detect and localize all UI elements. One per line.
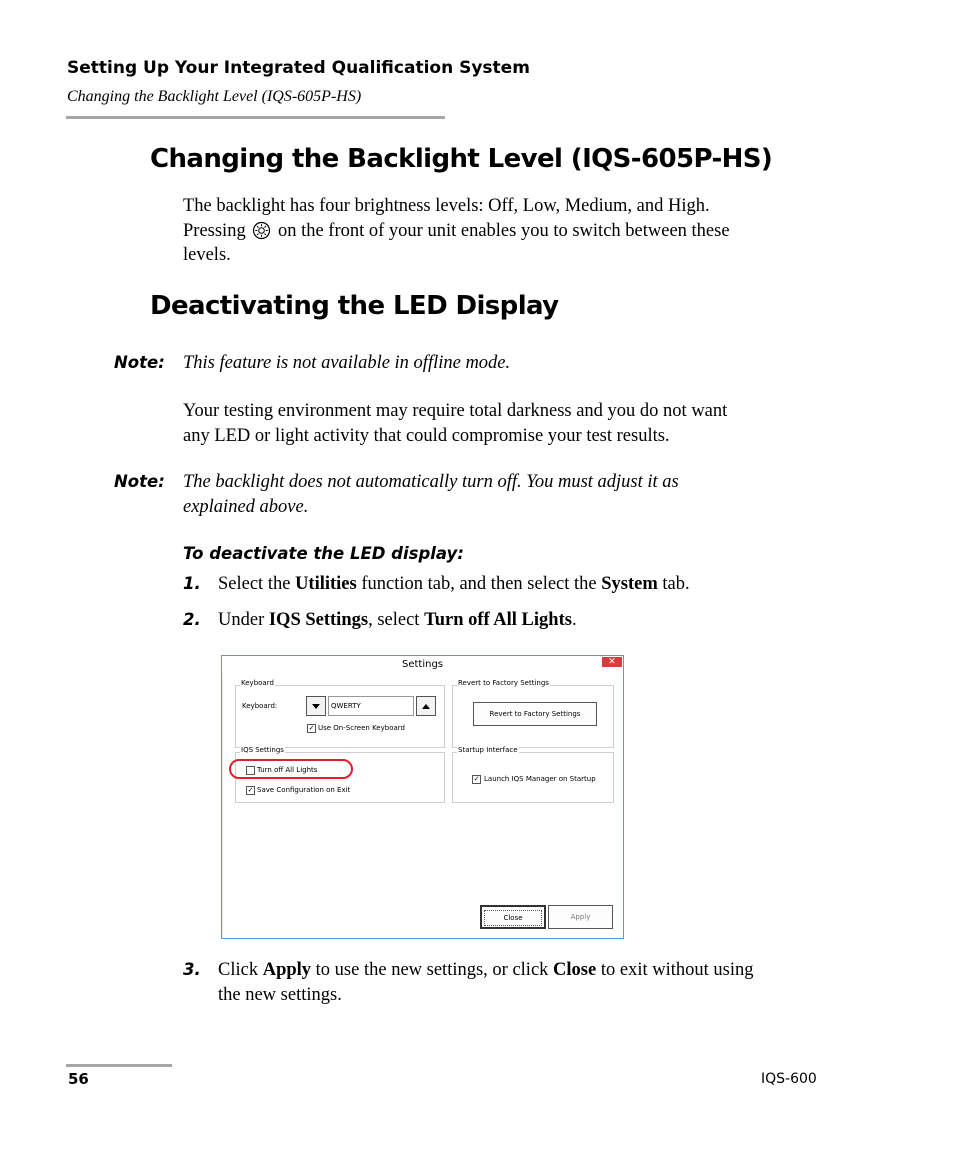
save-config-checkbox[interactable]: ✓: [247, 786, 254, 794]
keyboard-value-field[interactable]: [328, 696, 414, 716]
close-term: Close: [553, 960, 597, 980]
close-button[interactable]: [480, 905, 546, 929]
step-1-part: tab.: [657, 574, 690, 594]
step-2-part: Under: [218, 610, 269, 630]
startup-group-label: Startup Interface: [458, 746, 518, 754]
keyboard-prev-button[interactable]: [306, 696, 326, 716]
backlight-line-1: The backlight has four brightness levels: Off, Low, Medium, and High.: [183, 196, 710, 216]
note2-line-1: The backlight does not automatically turn off. You must adjust it as: [183, 472, 679, 492]
revert-factory-button[interactable]: Revert to Factory Settings: [473, 702, 597, 726]
note-label-1: Note:: [114, 353, 165, 372]
system-term: System: [601, 574, 658, 594]
save-config-label: Save Configuration on Exit: [257, 786, 351, 794]
note-label-2: Note:: [114, 472, 165, 491]
turn-off-lights-term: Turn off All Lights: [424, 610, 572, 630]
dialog-title: Settings: [222, 656, 623, 673]
led-paragraph: [183, 399, 833, 448]
onscreen-keyboard-label: Use On-Screen Keyboard: [318, 724, 405, 732]
keyboard-next-button[interactable]: [416, 696, 436, 716]
note2-line-2: explained above.: [183, 496, 309, 517]
iqs-settings-group-label: IQS Settings: [241, 746, 284, 754]
pressing-rest-text: on the front of your unit enables you to switch between these: [277, 220, 730, 241]
keyboard-label: Keyboard:: [242, 702, 278, 710]
pressing-text: Pressing: [183, 220, 246, 241]
keyboard-value: QWERTY: [331, 702, 361, 710]
running-header-subtitle: Changing the Backlight Level (IQS-605P-HS): [67, 88, 362, 105]
keyboard-group-label: Keyboard: [241, 679, 274, 687]
backlight-paragraph: [183, 194, 823, 268]
step-3-part: to exit without using: [596, 960, 754, 980]
footer-rule: [66, 1064, 172, 1067]
step-3-line-1: [218, 958, 838, 983]
step-1-part: function tab, and then select the: [356, 574, 602, 594]
step-1-part: Select the: [218, 574, 296, 594]
onscreen-keyboard-checkbox[interactable]: ✓: [308, 724, 315, 732]
close-button-label: Close: [484, 910, 541, 926]
backlight-line-3: levels.: [183, 245, 231, 265]
led-line-2: any LED or light activity that could compromise your test results.: [183, 425, 670, 446]
step-3-number: 3.: [183, 960, 201, 979]
step-2-part: , select: [368, 610, 425, 630]
product-name: IQS-600: [761, 1071, 817, 1087]
dialog-body: [223, 673, 623, 938]
header-rule: [66, 116, 445, 119]
step-2-part: .: [571, 610, 577, 630]
step-3-line-2: the new settings.: [218, 984, 342, 1005]
turn-off-lights-label: Turn off All Lights: [257, 766, 318, 774]
page-number: 56: [68, 1070, 89, 1088]
step-2-text: [218, 608, 577, 633]
step-1-number: 1.: [183, 574, 201, 593]
step-2-number: 2.: [183, 610, 201, 629]
keyboard-group: [235, 679, 445, 748]
up-arrow-icon: [417, 697, 435, 715]
dialog-close-icon[interactable]: ✕: [602, 657, 622, 667]
launch-manager-label: Launch IQS Manager on Startup: [484, 775, 596, 783]
led-line-1: Your testing environment may require total darkness and you do not want: [183, 401, 728, 421]
backlight-button-icon: [252, 221, 271, 240]
utilities-term: Utilities: [295, 574, 357, 594]
procedure-title: To deactivate the LED display:: [183, 544, 464, 563]
note-text-1: This feature is not available in offline mode.: [183, 353, 511, 373]
down-arrow-icon: [307, 697, 325, 715]
section-heading-led: Deactivating the LED Display: [150, 291, 559, 321]
apply-term: Apply: [262, 960, 312, 980]
startup-group: [452, 746, 614, 803]
revert-group: [452, 679, 614, 748]
apply-button[interactable]: Apply: [548, 905, 613, 929]
highlight-ellipse: [229, 759, 353, 779]
running-header-title: Setting Up Your Integrated Qualification System: [67, 58, 530, 78]
launch-manager-checkbox[interactable]: ✓: [473, 775, 480, 783]
section-heading-backlight: Changing the Backlight Level (IQS-605P-HS): [150, 144, 773, 174]
settings-dialog: [221, 655, 624, 939]
step-1-text: [218, 572, 690, 597]
iqs-settings-term: IQS Settings: [268, 610, 369, 630]
revert-group-label: Revert to Factory Settings: [458, 679, 549, 687]
step-3-part: to use the new settings, or click: [311, 960, 554, 980]
step-3-part: Click: [218, 960, 263, 980]
note-text-2: [183, 470, 833, 519]
step-3-text: [218, 958, 838, 1007]
backlight-line-2: [183, 219, 823, 244]
